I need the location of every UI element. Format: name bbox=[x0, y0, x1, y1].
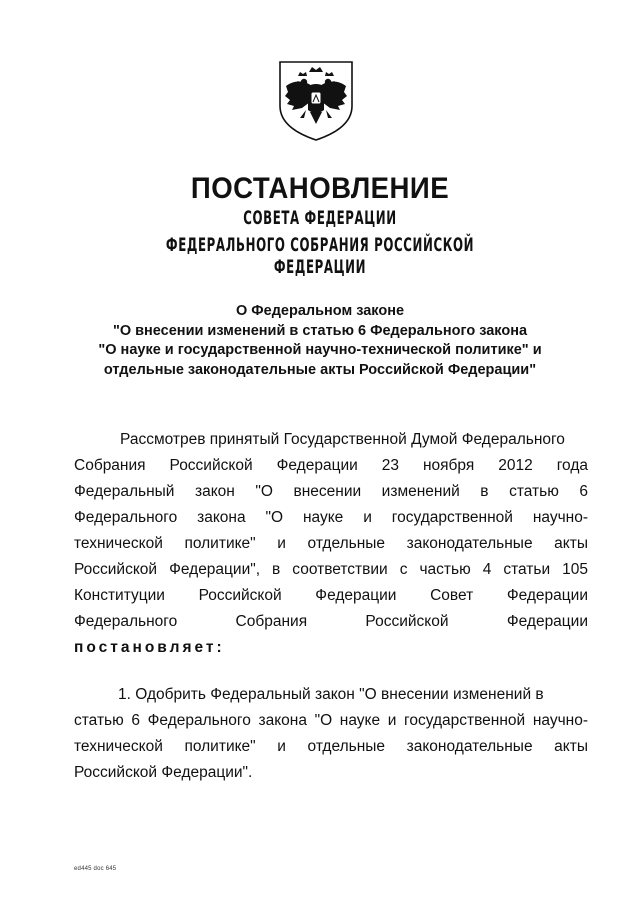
resolves-keyword: постановляет: bbox=[74, 639, 225, 656]
paragraph-line: Российской Федерации", в соответствии с частью 4 статьи 105 bbox=[74, 561, 588, 578]
paragraph-line: Собрания Российской Федерации 23 ноября 2012 года bbox=[74, 457, 588, 474]
subject-line: "О внесении изменений в статью 6 Федерального закона bbox=[112, 322, 528, 339]
preamble-paragraph bbox=[74, 427, 588, 661]
subject-line: отдельные законодательные акты Российской Федерации" bbox=[103, 361, 537, 378]
paragraph-line: статью 6 Федерального закона "О науке и государственной научно- bbox=[74, 712, 588, 729]
document-type-title: ПОСТАНОВЛЕНИЕ bbox=[190, 172, 450, 205]
paragraph-line: Рассмотрев принятый Государственной Думой Федерального bbox=[120, 431, 565, 448]
subject-line: О Федеральном законе bbox=[235, 303, 405, 319]
paragraph-line: 1. Одобрить Федеральный закон "О внесении изменений в bbox=[118, 686, 544, 703]
document-code-footer: ed445 doc 645 bbox=[74, 866, 117, 872]
resolution-item-1 bbox=[74, 682, 588, 786]
coat-of-arms-icon bbox=[276, 58, 356, 142]
paragraph-line: Федеральный закон "О внесении изменений в статью 6 bbox=[74, 483, 588, 500]
issuer-line-2: ФЕДЕРАЛЬНОГО СОБРАНИЯ РОССИЙСКОЙ ФЕДЕРАЦИИ bbox=[165, 234, 475, 278]
paragraph-line: Конституции Российской Федерации Совет Федерации bbox=[74, 587, 588, 604]
document-subject bbox=[0, 302, 640, 380]
paragraph-line: Федерального закона "О науке и государственной научно- bbox=[74, 509, 588, 526]
paragraph-line: Российской Федерации". bbox=[74, 764, 253, 781]
paragraph-line: технической политике" и отдельные законодательные акты bbox=[74, 535, 588, 552]
issuer-line-1: СОВЕТА ФЕДЕРАЦИИ bbox=[243, 207, 397, 229]
paragraph-line: технической политике" и отдельные законодательные акты bbox=[74, 738, 588, 755]
paragraph-line: Федерального Собрания Российской Федерации bbox=[74, 613, 588, 630]
subject-line: "О науке и государственной научно-технической политике" и bbox=[98, 342, 542, 358]
